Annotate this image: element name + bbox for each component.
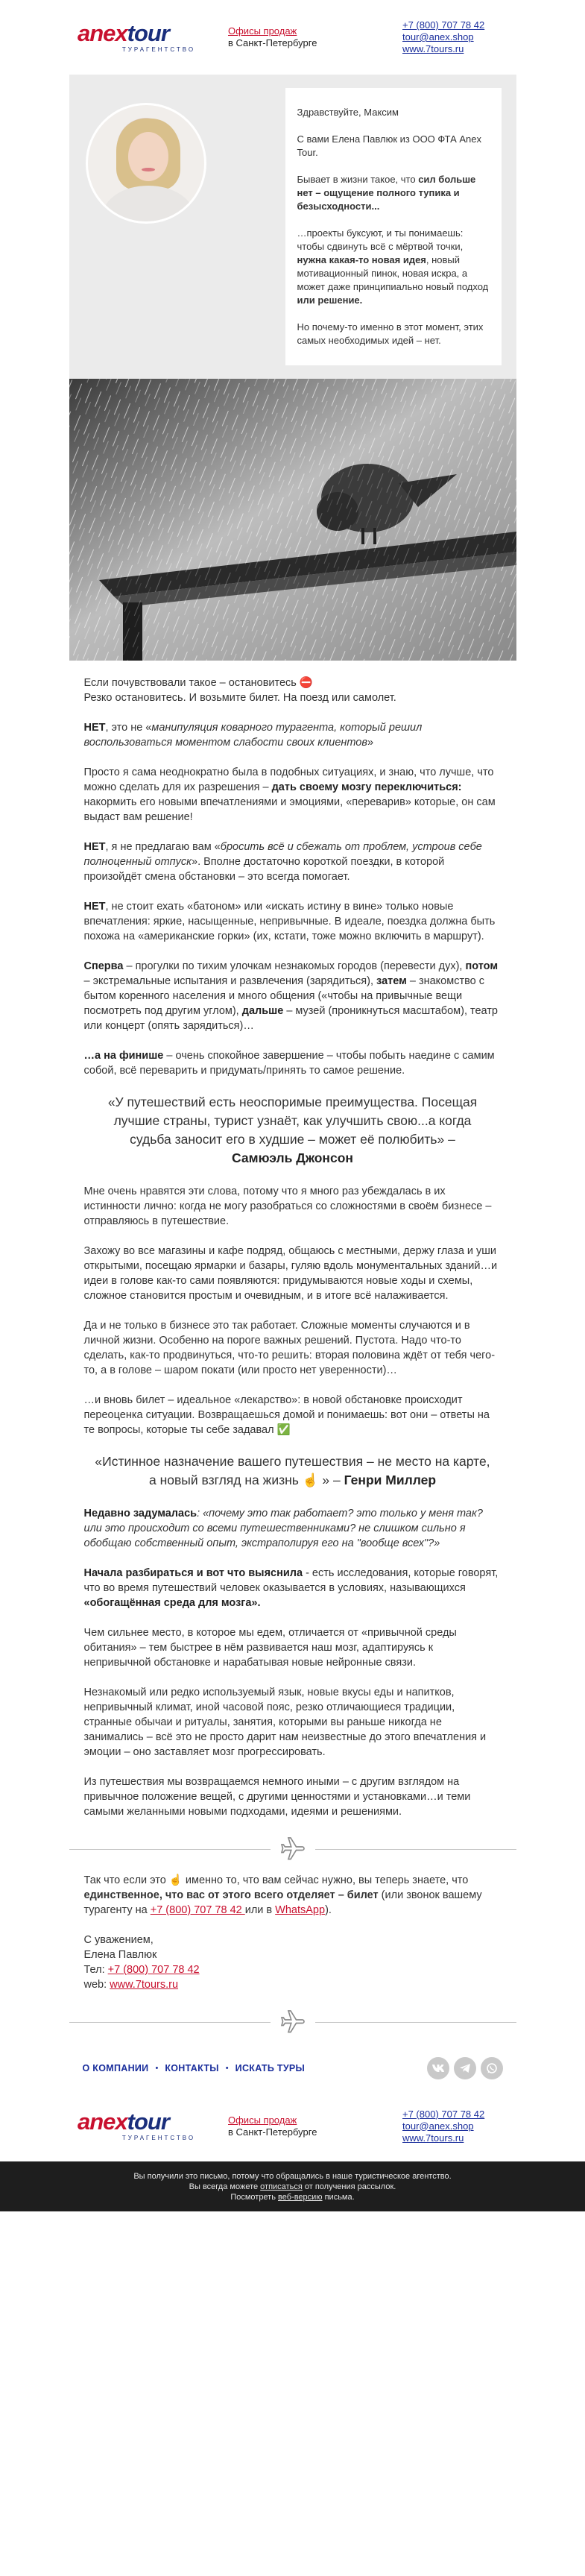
body-paragraph: Недавно задумалась: «почему это так работает? это только у меня так? или это происходит со всеми путешественниками? не слишком сильно я обобщаю собственный опыт, экстраполируя его на "вообще всех"?» bbox=[83, 1508, 483, 1549]
footer-city: в Санкт-Петербурге bbox=[228, 2126, 317, 2138]
footer-site-link[interactable]: www.7tours.ru bbox=[402, 2132, 464, 2144]
letter-body bbox=[69, 661, 516, 1819]
telegram-icon[interactable] bbox=[454, 2057, 476, 2079]
anextour-logo[interactable] bbox=[78, 19, 213, 53]
body-paragraph: Захожу во все магазины и кафе подряд, общаюсь с местными, держу глаза и уши открытыми, посещаю ярмарки и базары, гуляю вдоль монументальных зданий…и идеи в голове как-то сами появляются: придумываются новые ходы и схемы, сложное становится простым и очевидным, и в итоге всё налаживается. bbox=[83, 1245, 498, 1302]
logo-subtitle: ТУРАГЕНТСТВО bbox=[121, 45, 196, 53]
plane-icon bbox=[271, 1834, 315, 1864]
body-paragraph: Чем сильнее место, в которое мы едем, отличается от «привычной среды обитания» – тем быстрее в нём развивается наш мозг, адаптируясь к непривычной обстановке и нарабатывая новые нейронные связи. bbox=[83, 1627, 457, 1669]
email-header bbox=[0, 0, 585, 75]
agent-avatar bbox=[86, 103, 206, 224]
intro-greeting: Здравствуйте, Максим bbox=[297, 107, 399, 118]
intro-from: С вами Елена Павлюк из ООО ФТА Anex Tour. bbox=[297, 133, 481, 158]
footer-email-link[interactable]: tour@anex.shop bbox=[402, 2120, 474, 2132]
header-contacts bbox=[402, 19, 514, 55]
intro-paragraph: Бывает в жизни такое, что сил больше нет – ощущение полного тупика и безысходности... bbox=[297, 174, 476, 212]
body-paragraph: НЕТ, я не предлагаю вам «бросить всё и сбежать от проблем, устроив себе полноценный отпуск». Вполне достаточно короткой поездки, в которой произойдёт смена обстановки – это всегда помогает. bbox=[83, 841, 482, 883]
sign-tel-link[interactable]: +7 (800) 707 78 42 bbox=[107, 1964, 200, 1976]
body-paragraph: Мне очень нравятся эти слова, потому что я много раз убеждалась в их истинности лично: когда не могу разобраться со сложностями в своём бизнесе – отправляюсь в путешествие. bbox=[83, 1185, 492, 1227]
signature-block bbox=[69, 1873, 516, 1992]
header-email-link[interactable]: tour@anex.shop bbox=[402, 31, 474, 42]
sign-phone-link[interactable]: +7 (800) 707 78 42 bbox=[150, 1904, 245, 1916]
footer-phone-link[interactable]: +7 (800) 707 78 42 bbox=[402, 2108, 485, 2120]
body-paragraph: Начала разбираться и вот что выяснила - есть исследования, которые говорят, что во время путешествий человек оказывается в условиях, называющихся «обогащённая среда для мозга». bbox=[83, 1567, 499, 1609]
body-paragraph: НЕТ, это не «манипуляция коварного турагента, который решил воспользоваться моментом слабости своих клиентов» bbox=[83, 722, 423, 749]
nav-about-link[interactable]: О КОМПАНИИ bbox=[82, 2063, 149, 2073]
body-paragraph: Незнакомый или редко используемый язык, новые вкусы еды и напитков, непривычный климат, иной часовой пояс, резко отличающиеся традиции, странные обычаи и ритуалы, занятия, которыми вы раньше никогда не занимались – всё это не просто дарит нам неизвестные до этого впечатления и эмоции – оно заставляет мозг прогрессировать. bbox=[83, 1687, 487, 1758]
legal-line: Вы всегда можете отписаться от получения рассылок. bbox=[189, 2182, 396, 2191]
footer-header bbox=[0, 2091, 585, 2161]
body-paragraph: Сперва – прогулки по тихим улочкам незнакомых городов (перевести дух), потом – экстремальные испытания и развлечения (зарядиться), затем – знакомство с бытом коренного населения и много общения («чтобы на привычные вещи посмотреть под другим углом), дальше – музей (проникнуться масштабом), театр или концерт (опять зарядиться)… bbox=[83, 960, 499, 1032]
logo-word-anex: anex bbox=[78, 2109, 127, 2135]
sign-contacts: С уважением, Елена Павлюк Тел: +7 (800) 707 78 42 web: www.7tours.ru bbox=[83, 1934, 200, 1991]
header-phone-link[interactable]: +7 (800) 707 78 42 bbox=[402, 19, 485, 31]
vk-icon[interactable] bbox=[427, 2057, 449, 2079]
social-links bbox=[427, 2057, 503, 2079]
intro-paragraph: Но почему-то именно в этот момент, этих самых необходимых идей – нет. bbox=[297, 321, 484, 346]
intro-text-card bbox=[285, 88, 502, 365]
logo-word-anex: anex bbox=[78, 19, 127, 46]
sign-paragraph: Так что если это ☝️ именно то, что вам сейчас нужно, вы теперь знаете, что единственное, что вас от этого всего отделяет – билет (или звонок вашему турагенту на +7 (800) 707 78 42 или в WhatsApp). bbox=[83, 1874, 482, 1916]
quote-johnson: «У путешествий есть неоспоримые преимущества. Посещая лучшие страны, турист узнаёт, как улучшить свою...а когда судьба заносит его в худшие – может её полюбить» – Самюэль Джонсон bbox=[107, 1095, 478, 1165]
header-city: в Санкт-Петербурге bbox=[228, 37, 317, 48]
body-paragraph: Из путешествия мы возвращаемся немного иными – с другим взглядом на привычное положение вещей, с другими ценностями и установками…и теми самыми желанными новыми подходами, идеями и решениями. bbox=[83, 1776, 471, 1818]
body-paragraph: Просто я сама неоднократно была в подобных ситуациях, и знаю, что лучше, что можно сделать для их разрешения – дать своему мозгу переключиться: накормить его новыми впечатлениями и эмоциями, «переварив» которые, он сам выдаст вам решение! bbox=[83, 766, 496, 823]
legal-footer bbox=[0, 2161, 585, 2211]
offices-link[interactable]: Офисы продаж bbox=[228, 2114, 297, 2126]
plane-icon bbox=[271, 2007, 315, 2037]
intro-block bbox=[69, 75, 516, 379]
logo-word-tour: tour bbox=[127, 2109, 169, 2135]
nav-contacts-link[interactable]: КОНТАКТЫ bbox=[165, 2063, 219, 2073]
header-site-link[interactable]: www.7tours.ru bbox=[402, 43, 464, 54]
footer-offices bbox=[228, 2114, 377, 2138]
plane-divider bbox=[69, 2007, 516, 2037]
legal-line: Посмотреть веб-версию письма. bbox=[230, 2193, 355, 2202]
nav-search-link[interactable]: ИСКАТЬ ТУРЫ bbox=[235, 2063, 306, 2073]
footer-contacts bbox=[402, 2109, 514, 2144]
plane-divider bbox=[69, 1834, 516, 1864]
intro-photo-column bbox=[84, 88, 285, 365]
body-paragraph: …а на финише – очень спокойное завершение – чтобы побыть наедине с самим собой, всё переварить и придумать/принять то самое решение. bbox=[83, 1050, 495, 1077]
footer-nav: О КОМПАНИИ • КОНТАКТЫ • ИСКАТЬ ТУРЫ bbox=[69, 2046, 516, 2091]
legal-line: Вы получили это письмо, потому что обращались в наше туристическое агентство. bbox=[133, 2172, 452, 2181]
body-paragraph: …и вновь билет – идеальное «лекарство»: в новой обстановке происходит переоценка ситуации. Возвращаешься домой и понимаешь: вот они – ответы на те вопросы, которые ты себе задавал ✅ bbox=[83, 1394, 490, 1436]
quote-miller: «Истинное назначение вашего путешествия – не место на карте, а новый взгляд на жизнь ☝️ » – Генри Миллер bbox=[95, 1454, 490, 1487]
intro-paragraph: …проекты буксуют, и ты понимаешь: чтобы сдвинуть всё с мёртвой точки, нужна какая-то новая идея, новый мотивационный пинок, новая искра, а может даже принципиально новый подход или решение. bbox=[297, 227, 489, 306]
web-version-link[interactable]: веб-версию bbox=[278, 2193, 323, 2202]
unsubscribe-link[interactable]: отписаться bbox=[260, 2182, 303, 2191]
sign-web-link[interactable]: www.7tours.ru bbox=[110, 1979, 179, 1991]
whatsapp-link[interactable]: WhatsApp bbox=[275, 1904, 326, 1916]
body-paragraph: НЕТ, не стоит ехать «батоном» или «искать истину в вине» только новые впечатления: яркие, насыщенные, непривычные. В идеале, поездка должна быть похожа на «американские горки» (их, кстати, тоже можно включить в маршрут). bbox=[83, 901, 496, 942]
header-offices bbox=[228, 25, 377, 49]
whatsapp-icon[interactable] bbox=[481, 2057, 503, 2079]
body-paragraph: Если почувствовали такое – остановитесь ⛔ Резко остановитесь. И возьмите билет. На поезд или самолет. bbox=[83, 677, 396, 704]
logo-subtitle: ТУРАГЕНТСТВО bbox=[121, 2135, 196, 2141]
anextour-logo[interactable] bbox=[78, 2111, 213, 2141]
bird-in-rain-photo bbox=[69, 379, 516, 661]
body-paragraph: Да и не только в бизнесе это так работает. Сложные моменты случаются и в личной жизни. Особенно на пороге важных решений. Пустота. Надо что-то сделать, как-то продвинуться, что-то решить: вторая половина ждёт от тебя чего-то, а в голове – шаром покати (или просто нет уверенности)… bbox=[83, 1320, 496, 1376]
offices-link[interactable]: Офисы продаж bbox=[228, 25, 297, 37]
logo-word-tour: tour bbox=[127, 19, 169, 46]
